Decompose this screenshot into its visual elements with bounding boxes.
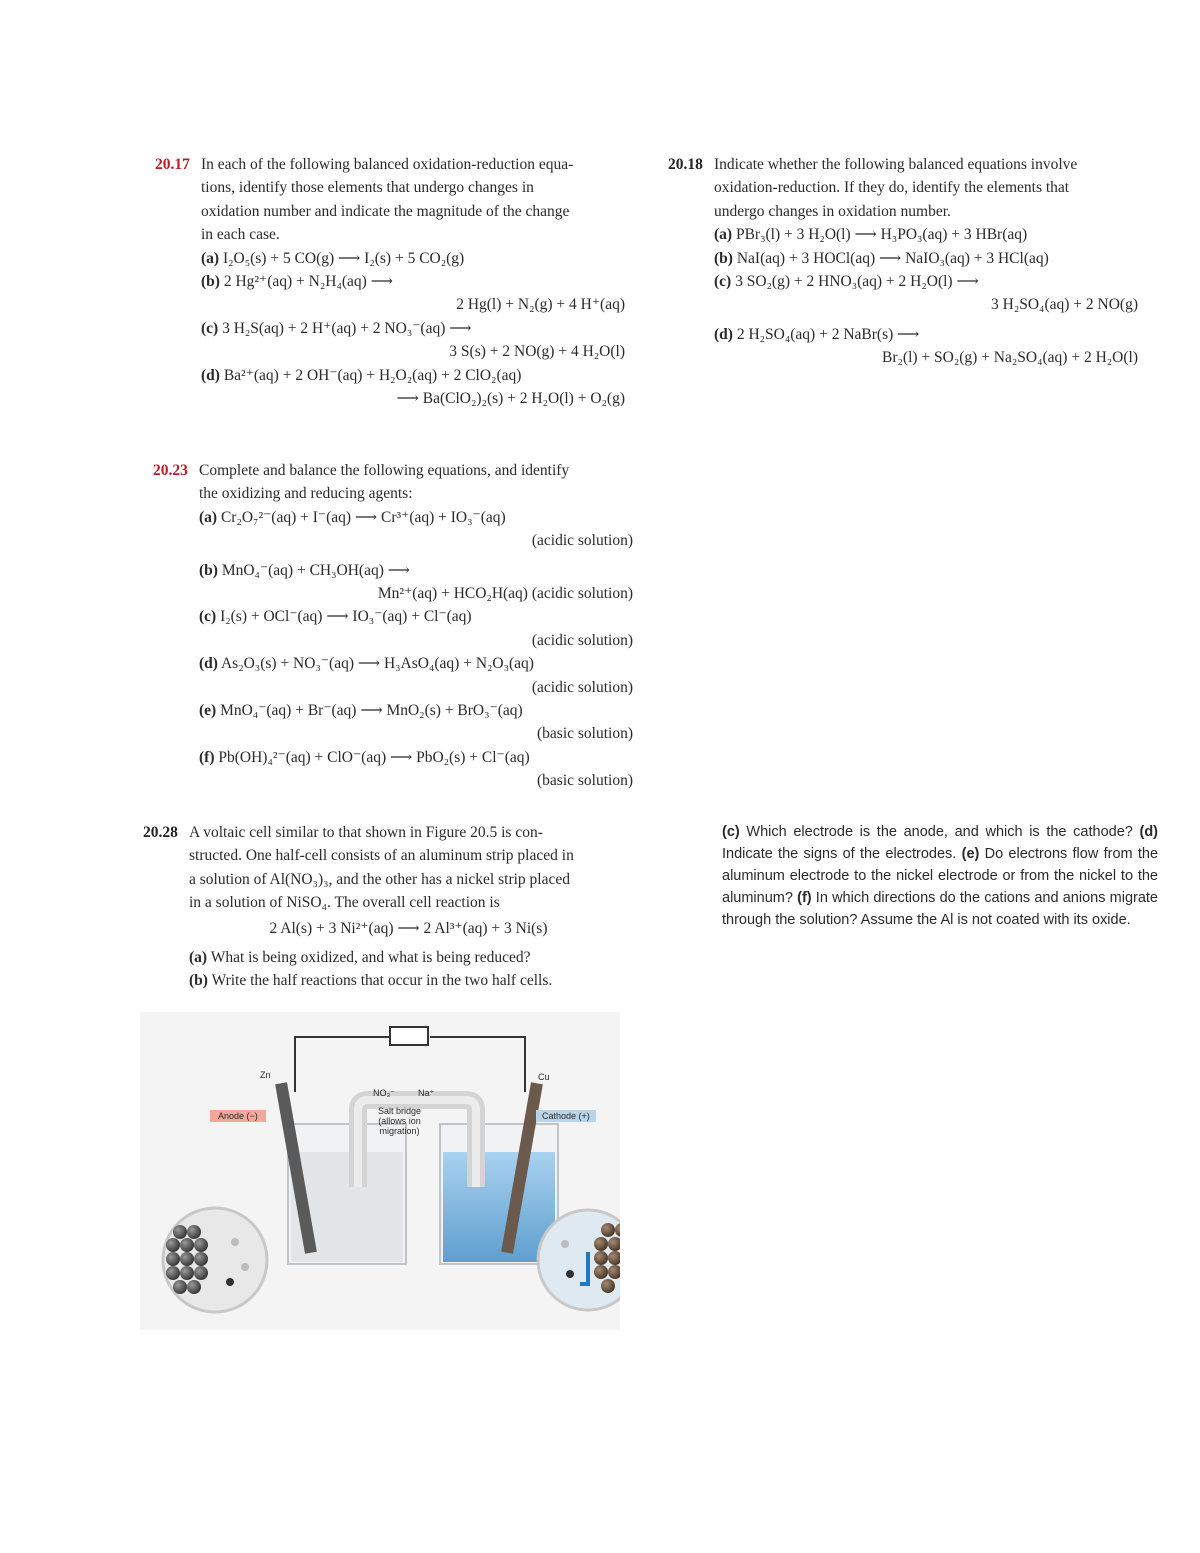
problem-number: 20.18 (668, 156, 703, 173)
part-label: (d) (199, 655, 218, 673)
part-label: (b) (199, 561, 218, 579)
condition: (acidic solution) (531, 532, 633, 550)
condition: (basic solution) (537, 772, 633, 790)
equation: MnO₄⁻(aq) + Br⁻(aq) ⟶ MnO₂(s) + BrO₃⁻(aq) (220, 702, 523, 720)
intro-line: Complete and balance the following equations, and identify (199, 462, 570, 479)
part-label: (a) (199, 508, 218, 526)
equation: Pb(OH)₄²⁻(aq) + ClO⁻(aq) ⟶ PbO₂(s) + Cl⁻(aq) (218, 748, 530, 766)
equation: 2 H₂SO₄(aq) + 2 NaBr(s) ⟶ (736, 325, 920, 343)
part-label: (c) (199, 608, 217, 626)
cathode-label: Cathode (+) (536, 1110, 596, 1122)
problem-20-28-continued (722, 821, 1158, 931)
intro-line: in a solution of NiSO₄. The overall cell reaction is (189, 894, 500, 912)
resistor-icon (390, 1027, 428, 1045)
problem-number: 20.23 (153, 462, 188, 479)
equation: 3 H₂S(aq) + 2 H⁺(aq) + 2 NO₃⁻(aq) ⟶ (222, 319, 472, 337)
part-label: (a) (201, 249, 220, 267)
equation: Br₂(l) + SO₂(g) + Na₂SO₄(aq) + 2 H₂O(l) (882, 349, 1138, 367)
part-label: (f) (797, 890, 812, 906)
part-label: (a) (189, 949, 208, 967)
intro-line: oxidation number and indicate the magnitude of the change (201, 202, 570, 220)
part-label: (a) (714, 226, 733, 244)
equation: Mn²⁺(aq) + HCO₂H(aq) (acidic solution) (377, 585, 633, 603)
equation: 2 Hg(l) + N₂(g) + 4 H⁺(aq) (456, 296, 625, 314)
problem-number: 20.17 (155, 156, 190, 173)
intro-line: tions, identify those elements that undergo changes in (201, 179, 534, 197)
equation: ⟶ Ba(ClO₂)₂(s) + 2 H₂O(l) + O₂(g) (396, 390, 625, 408)
part-label: (f) (199, 748, 215, 766)
zinc-label: Zn (260, 1070, 271, 1080)
question-text: In which directions do the cations and anions migrate through the solution? Assume the Al is not coated with its oxide. (722, 890, 1158, 928)
intro-line: structed. One half-cell consists of an aluminum strip placed in (189, 847, 574, 865)
intro-line: the oxidizing and reducing agents: (199, 485, 413, 503)
equation: As₂O₃(s) + NO₃⁻(aq) ⟶ H₃AsO₄(aq) + N₂O₃(aq) (220, 655, 534, 673)
part-label: (c) (201, 319, 219, 337)
condition: (acidic solution) (531, 631, 633, 649)
equation: NaI(aq) + 3 HOCl(aq) ⟶ NaIO₃(aq) + 3 HCl(aq) (736, 249, 1049, 267)
intro-line: oxidation-reduction. If they do, identify the elements that (714, 179, 1070, 197)
intro-line: In each of the following balanced oxidation-reduction equa- (201, 156, 574, 173)
condition: (basic solution) (537, 725, 633, 743)
question-text: Which electrode is the anode, and which is the cathode? (746, 824, 1133, 840)
problem-20-28 (143, 821, 628, 993)
question-text: Indicate the signs of the electrodes. (722, 846, 957, 862)
condition: (acidic solution) (531, 678, 633, 696)
equation: I₂O₅(s) + 5 CO(g) ⟶ I₂(s) + 5 CO₂(g) (222, 249, 465, 267)
equation: 3 SO₂(g) + 2 HNO₃(aq) + 2 H₂O(l) ⟶ (735, 273, 979, 291)
part-label: (b) (714, 249, 733, 267)
equation: MnO₄⁻(aq) + CH₃OH(aq) ⟶ (221, 561, 410, 579)
anode-label: Anode (−) (210, 1110, 266, 1122)
cathode-solution (443, 1152, 555, 1262)
intro-line: a solution of Al(NO₃)₃, and the other has a nickel strip placed (189, 870, 570, 888)
equation: PBr₃(l) + 3 H₂O(l) ⟶ H₃PO₃(aq) + 3 HBr(aq) (735, 226, 1028, 244)
intro-line: A voltaic cell similar to that shown in Figure 20.5 is con- (189, 824, 543, 841)
intro-line: undergo changes in oxidation number. (714, 202, 951, 220)
part-label: (e) (961, 846, 980, 862)
intro-line: Indicate whether the following balanced equations involve (714, 156, 1078, 173)
part-label: (d) (201, 366, 220, 384)
question-text: Do electrons flow from the aluminum electrode to the nickel electrode or from the nickel to the aluminum? (722, 846, 1159, 906)
part-label: (c) (722, 824, 740, 840)
problem-20-18 (668, 153, 1138, 370)
problem-number: 20.28 (143, 824, 178, 841)
equation: I₂(s) + OCl⁻(aq) ⟶ IO₃⁻(aq) + Cl⁻(aq) (220, 608, 472, 626)
question-text: Write the half reactions that occur in the two half cells. (211, 972, 553, 990)
problem-20-23 (153, 459, 633, 793)
equation: 2 Hg²⁺(aq) + N₂H₄(aq) ⟶ (223, 273, 393, 291)
copper-label: Cu (538, 1072, 550, 1082)
voltaic-cell-figure (140, 1012, 620, 1330)
part-label: (c) (714, 273, 732, 291)
part-label: (b) (189, 972, 208, 990)
part-label: (e) (199, 702, 217, 720)
equation: Cr₂O₇²⁻(aq) + I⁻(aq) ⟶ Cr³⁺(aq) + IO₃⁻(aq) (220, 508, 506, 526)
cell-reaction: 2 Al(s) + 3 Ni²⁺(aq) ⟶ 2 Al³⁺(aq) + 3 Ni(s) (269, 919, 548, 937)
part-label: (b) (201, 273, 220, 291)
equation: Ba²⁺(aq) + 2 OH⁻(aq) + H₂O₂(aq) + 2 ClO₂(aq) (223, 366, 522, 384)
nitrate-ion-label: NO₃⁻ (373, 1088, 395, 1098)
part-label: (d) (1139, 824, 1159, 840)
equation: 3 H₂SO₄(aq) + 2 NO(g) (991, 296, 1138, 314)
problem-20-17 (155, 153, 625, 410)
part-label: (d) (714, 325, 733, 343)
salt-bridge-label: Salt bridge (allows ion migration) (378, 1106, 422, 1136)
intro-line: in each case. (201, 226, 280, 244)
question-text: What is being oxidized, and what is being reduced? (210, 949, 531, 967)
sodium-ion-label: Na⁺ (418, 1088, 435, 1098)
voltaic-cell-illustration (140, 1012, 620, 1330)
equation: 3 S(s) + 2 NO(g) + 4 H₂O(l) (449, 343, 625, 361)
